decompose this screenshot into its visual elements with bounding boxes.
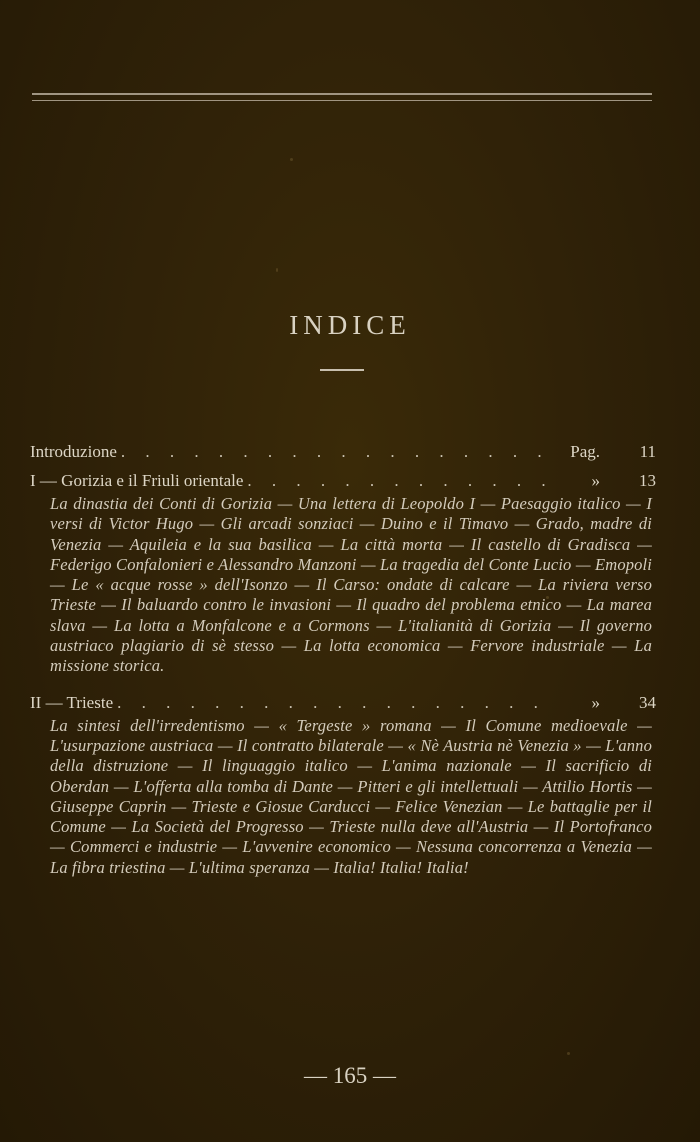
toc-entry-title: II — Trieste	[30, 692, 114, 712]
toc-entry-introduzione	[30, 440, 656, 465]
toc-entry-chapter-2	[30, 691, 656, 878]
paper-speck	[567, 1052, 570, 1055]
page-title: INDICE	[289, 310, 411, 340]
title-underline	[320, 369, 364, 371]
toc-page-number: 11	[639, 442, 656, 461]
top-double-rule	[32, 93, 652, 101]
toc-page-label: »	[591, 692, 600, 712]
toc-page-number: 13	[639, 471, 656, 490]
toc-chapter-summary: La sintesi dell'irredentismo — « Tergeste » romana — Il Comune medioevale — L'usurpazione austriaca — Il contratto bilaterale — « Nè Austria nè Venezia » — L'anno della distruzione — Il linguaggio italico — L'anima nazionale — Il sacrificio di Oberdan — L'offerta alla tomba di Dante — Pitteri e gli intellettuali — Attilio Hortis — Giuseppe Caprin — Trieste e Giosue Carducci — Felice Venezian — Le battaglie per il Comune — La Società del Progresso — Trieste nulla deve all'Austria — Il Portofranco — Commerci e industrie — L'avvenire economico — Nessuna concorrenza a Venezia — La fibra triestina — L'ultima speranza — Italia! Italia! Italia!	[50, 715, 652, 877]
paper-speck	[290, 158, 293, 161]
toc-entry-row	[30, 469, 656, 494]
toc-page-number: 34	[639, 692, 656, 712]
toc-entry-chapter-1	[30, 469, 656, 677]
toc-entry-title: Introduzione	[30, 442, 117, 461]
toc-page-label: Pag.	[570, 442, 600, 461]
table-of-contents	[30, 440, 656, 878]
toc-entry-title: I — Gorizia e il Friuli orientale	[30, 471, 244, 490]
dot-leader	[117, 691, 552, 714]
toc-entry-row	[30, 440, 656, 465]
dot-leader	[121, 440, 552, 463]
dot-leader	[247, 469, 552, 492]
toc-page-label: »	[591, 471, 600, 490]
page-number-folio: — 165 —	[304, 1063, 396, 1088]
toc-chapter-summary: La dinastia dei Conti di Gorizia — Una lettera di Leopoldo I — Paesaggio italico — I versi di Victor Hugo — Gli arcadi sonziaci — Duino e il Timavo — Grado, madre di Venezia — Aquileia e la sua basilica — La città morta — Il castello di Gradisca — Federigo Confalonieri e Alessandro Manzoni — La tragedia del Conte Lucio — Emopoli — Le « acque rosse » dell'Isonzo — Il Carso: ondate di calcare — La riviera verso Trieste — Il baluardo contro le invasioni — Il quadro del problema etnico — La marea slava — La lotta a Monfalcone e a Cormons — L'italianità di Gorizia — Il governo austriaco plagiario di sè stesso — La lotta economica — Fervore industriale — La missione storica.	[50, 494, 652, 676]
toc-entry-row	[30, 691, 656, 716]
paper-speck	[276, 268, 278, 272]
